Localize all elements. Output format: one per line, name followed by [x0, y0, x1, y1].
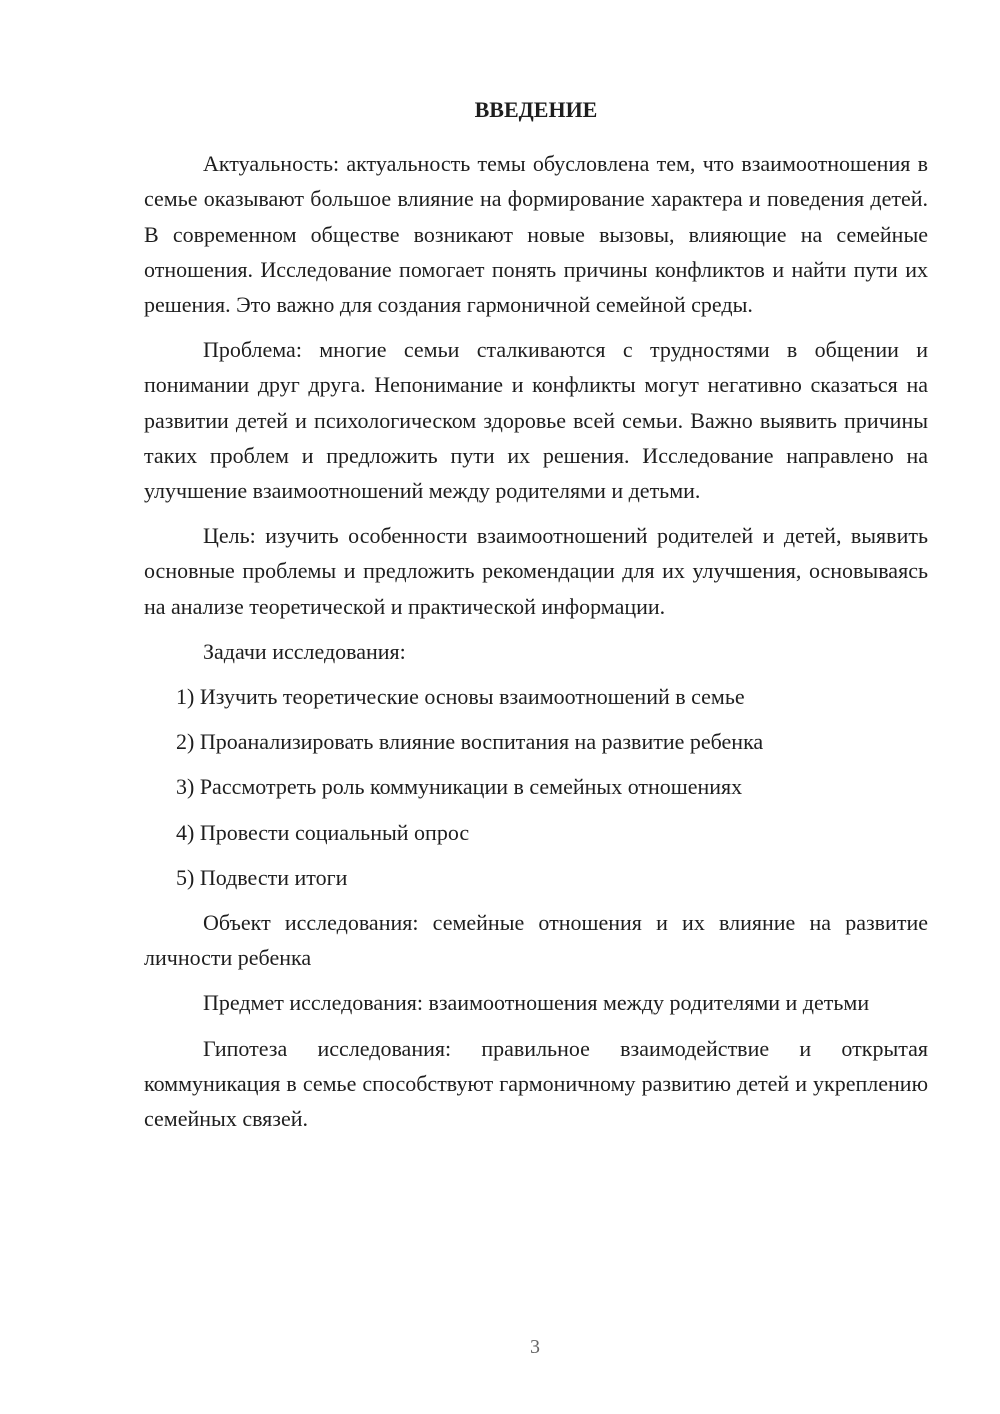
task-list: [144, 679, 928, 895]
task-item-5: 5) Подвести итоги: [176, 864, 348, 890]
page-number: 3: [530, 1336, 540, 1358]
tasks-title: Задачи исследования:: [203, 638, 406, 664]
hypothesis-paragraph: Гипотеза исследования: правильное взаимодействие и открытая коммуникация в семье способствуют гармоничному развитию детей и укреплению семейных связей.: [144, 1035, 928, 1132]
subject-paragraph: Предмет исследования: взаимоотношения между родителями и детьми: [203, 990, 870, 1016]
document-body: [144, 92, 928, 1146]
task-item-1: 1) Изучить теоретические основы взаимоотношений в семье: [176, 684, 745, 710]
problem-paragraph: Проблема: многие семьи сталкиваются с трудностями в общении и понимании друг друга. Непонимание и конфликты могут негативно сказаться на развитии детей и психологическом здоровье всей семьи. Важно выявить причины таких проблем и предложить пути их решения. Исследование направлено на улучшение взаимоотношений между родителями и детьми.: [144, 337, 928, 504]
object-paragraph: Объект исследования: семейные отношения и их влияние на развитие личности ребенка: [144, 910, 928, 971]
section-heading: ВВЕДЕНИЕ: [474, 97, 598, 122]
task-item-3: 3) Рассмотреть роль коммуникации в семейных отношениях: [176, 774, 743, 800]
relevance-paragraph: Актуальность: актуальность темы обусловлена тем, что взаимоотношения в семье оказывают большое влияние на формирование характера и поведения детей. В современном обществе возникают новые вызовы, влияющие на семейные отношения. Исследование помогает понять причины конфликтов и найти пути их решения. Это важно для создания гармоничной семейной среды.: [144, 151, 928, 318]
goal-paragraph: Цель: изучить особенности взаимоотношений родителей и детей, выявить основные проблемы и предложить рекомендации для их улучшения, основываясь на анализе теоретической и практической информации.: [144, 523, 928, 619]
task-item-2: 2) Проанализировать влияние воспитания на развитие ребенка: [176, 729, 764, 755]
task-item-4: 4) Провести социальный опрос: [176, 819, 470, 845]
